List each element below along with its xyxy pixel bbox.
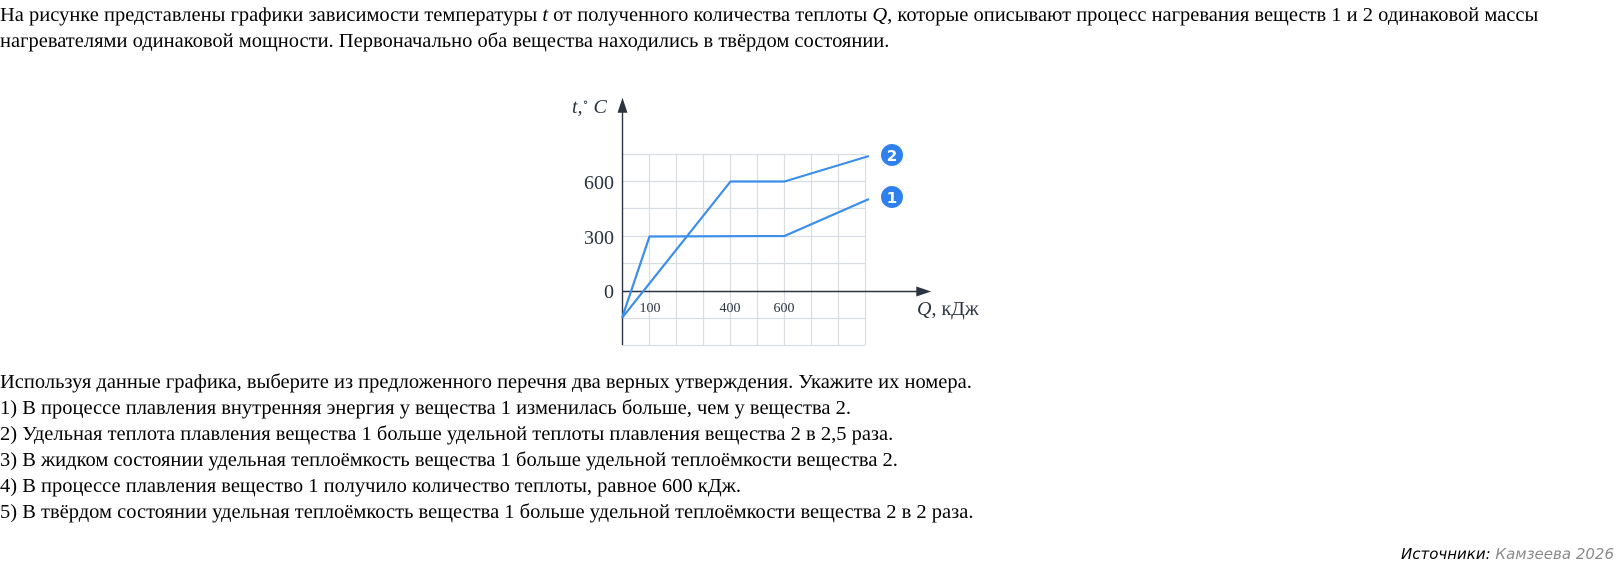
x-axis-label: Q, кДж: [917, 298, 979, 320]
question-block: [0, 369, 973, 525]
svg-text:2: 2: [886, 147, 898, 165]
answer-option-4: 4) В процессе плавления вещество 1 получило количество теплоты, равное 600 кДж.: [0, 475, 742, 497]
answer-option-2: 2) Удельная теплота плавления вещества 1 больше удельной теплоты плавления вещества 2 в 2,5 раза.: [0, 423, 894, 445]
intro-text: На рисунке представлены графики зависимости температуры: [0, 4, 543, 26]
intro-text: , которые описывают процесс нагревания веществ 1 и 2 одинаковой массы нагревателями одинаковой мощности. Первоначально оба вещества находились в твёрдом состоянии.: [0, 4, 1539, 52]
source-label: Источники:: [1400, 545, 1491, 563]
series-marker-2: [881, 144, 903, 166]
source-attribution: [1401, 545, 1614, 563]
answer-option-3: 3) В жидком состоянии удельная теплоёмкость вещества 1 больше удельной теплоёмкости вещества 2.: [0, 449, 898, 471]
x-tick-600: 600: [773, 301, 795, 316]
x-tick-400: 400: [719, 301, 741, 316]
question-prompt: Используя данные графика, выберите из предложенного перечня два верных утверждения. Укажите их номера.: [0, 371, 972, 393]
variable-t: t: [542, 4, 549, 26]
svg-text:1: 1: [886, 189, 898, 207]
y-tick-600: 600: [584, 172, 614, 194]
series-marker-1: [881, 186, 903, 208]
variable-q: Q: [872, 4, 888, 26]
source-author[interactable]: Камзеева 2026: [1490, 545, 1614, 563]
y-axis-label: t,∘ C: [572, 95, 607, 118]
y-tick-300: 300: [584, 227, 614, 249]
chart-grid: [622, 154, 866, 346]
y-tick-0: 0: [604, 281, 614, 303]
answer-option-5: 5) В твёрдом состоянии удельная теплоёмкость вещества 1 больше удельной теплоёмкости вещества 2 в 2 раза.: [0, 501, 974, 523]
intro-text: от полученного количества теплоты: [548, 4, 873, 26]
x-tick-100: 100: [639, 301, 661, 316]
answer-option-1: 1) В процессе плавления внутренняя энергия у вещества 1 изменилась больше, чем у вещества 2.: [0, 397, 852, 419]
